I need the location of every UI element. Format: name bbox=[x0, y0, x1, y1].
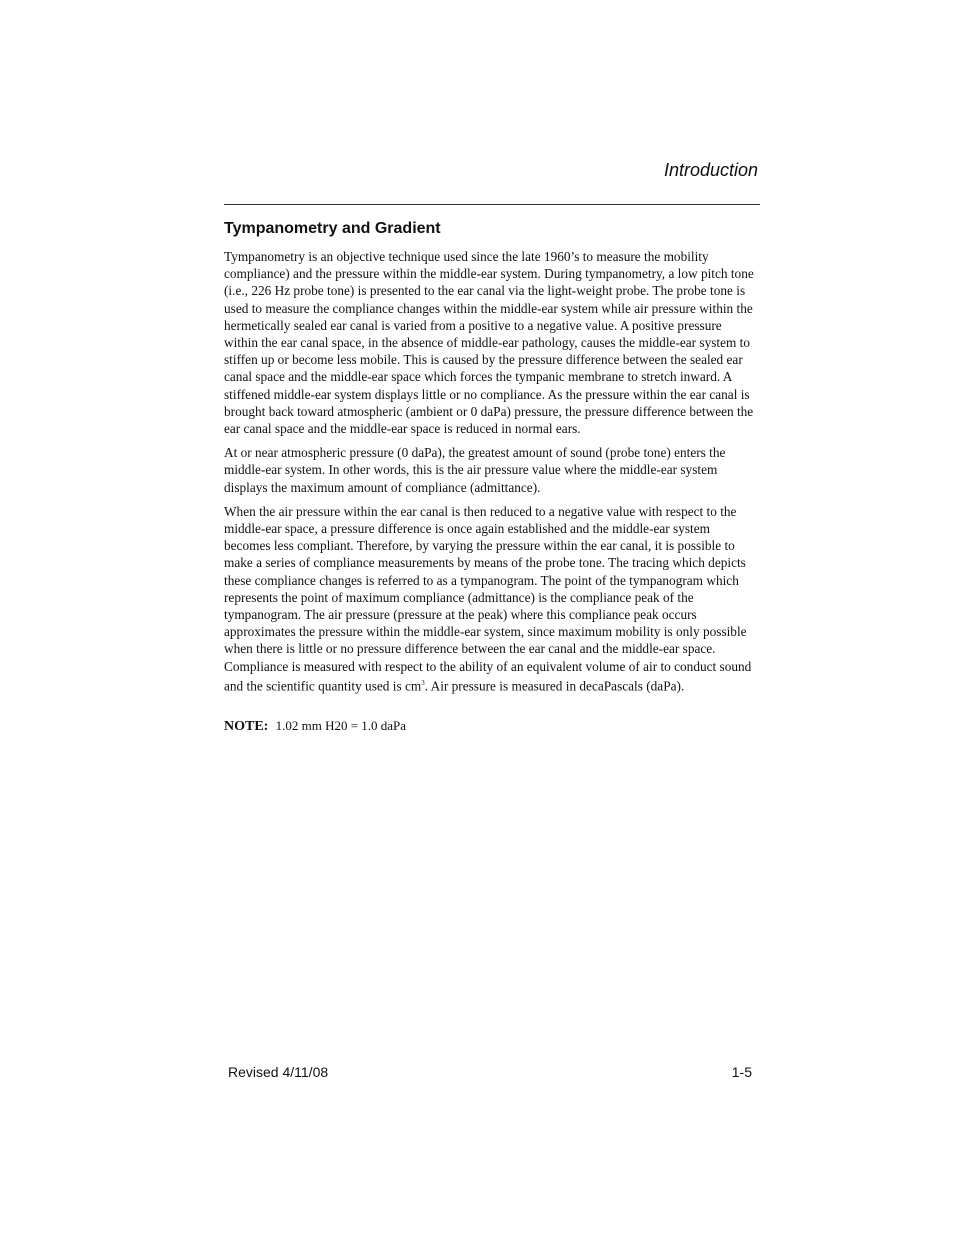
paragraph-1: Tympanometry is an objective technique used since the late 1960’s to measure the mobility compliance) and the pressure within the middle-ear system. During tympanometry, a low pitch tone (i.e., 226 Hz probe tone) is presented to the ear canal via the light-weight probe. The probe tone is used to measure the compliance changes within the middle-ear system while air pressure within the hermetically sealed ear canal is varied from a positive to a negative value. A positive pressure within the ear canal space, in the absence of middle-ear pathology, causes the middle-ear system to stiffen up or become less mobile. This is caused by the pressure difference between the sealed ear canal space and the middle-ear space which forces the tympanic membrane to stretch inward. A stiffened middle-ear system displays little or no compliance. As the pressure within the ear canal is brought back toward atmospheric (ambient or 0 daPa) pressure, the pressure difference between the ear canal space and the middle-ear space is reduced in normal ears. bbox=[224, 249, 754, 437]
footer-page-number: 1-5 bbox=[731, 1064, 752, 1080]
paragraph-3 bbox=[224, 503, 758, 695]
paragraph-3-tail: . Air pressure is measured in decaPascals (daPa). bbox=[424, 678, 685, 694]
note-label: NOTE: bbox=[224, 718, 269, 734]
unit-superscript: 3 bbox=[421, 678, 425, 687]
paragraph-3-text: When the air pressure within the ear canal is then reduced to a negative value with respect to the middle-ear space, a pressure difference is once again established and the middle-ear system becomes less compliant. Therefore, by varying the pressure within the ear canal, it is possible to make a series of compliance measurements by means of the probe tone. The tracing which depicts these compliance changes is referred to as a tympanogram. The point of the tympanogram which represents the point of maximum compliance (admittance) is the compliance peak of the tympanogram. The air pressure (pressure at the peak) where this compliance peak occurs approximates the pressure within the middle-ear system, since maximum mobility is only possible when there is little or no pressure difference between the ear canal and the middle-ear space. Compliance is measured with respect to the ability of an equivalent volume of air to conduct sound and the scientific quantity used is cm bbox=[224, 503, 752, 694]
paragraph-2: At or near atmospheric pressure (0 daPa), the greatest amount of sound (probe tone) enters the middle-ear system. In other words, this is the air pressure value where the middle-ear system displays the maximum amount of compliance (admittance). bbox=[224, 445, 726, 495]
note bbox=[224, 717, 758, 735]
note-text: 1.02 mm H20 = 1.0 daPa bbox=[275, 717, 407, 733]
header-divider bbox=[224, 204, 760, 205]
chapter-title: Introduction bbox=[663, 160, 758, 180]
page-content bbox=[224, 218, 758, 735]
section-heading: Tympanometry and Gradient bbox=[224, 220, 441, 237]
footer-revision: Revised 4/11/08 bbox=[228, 1064, 329, 1080]
